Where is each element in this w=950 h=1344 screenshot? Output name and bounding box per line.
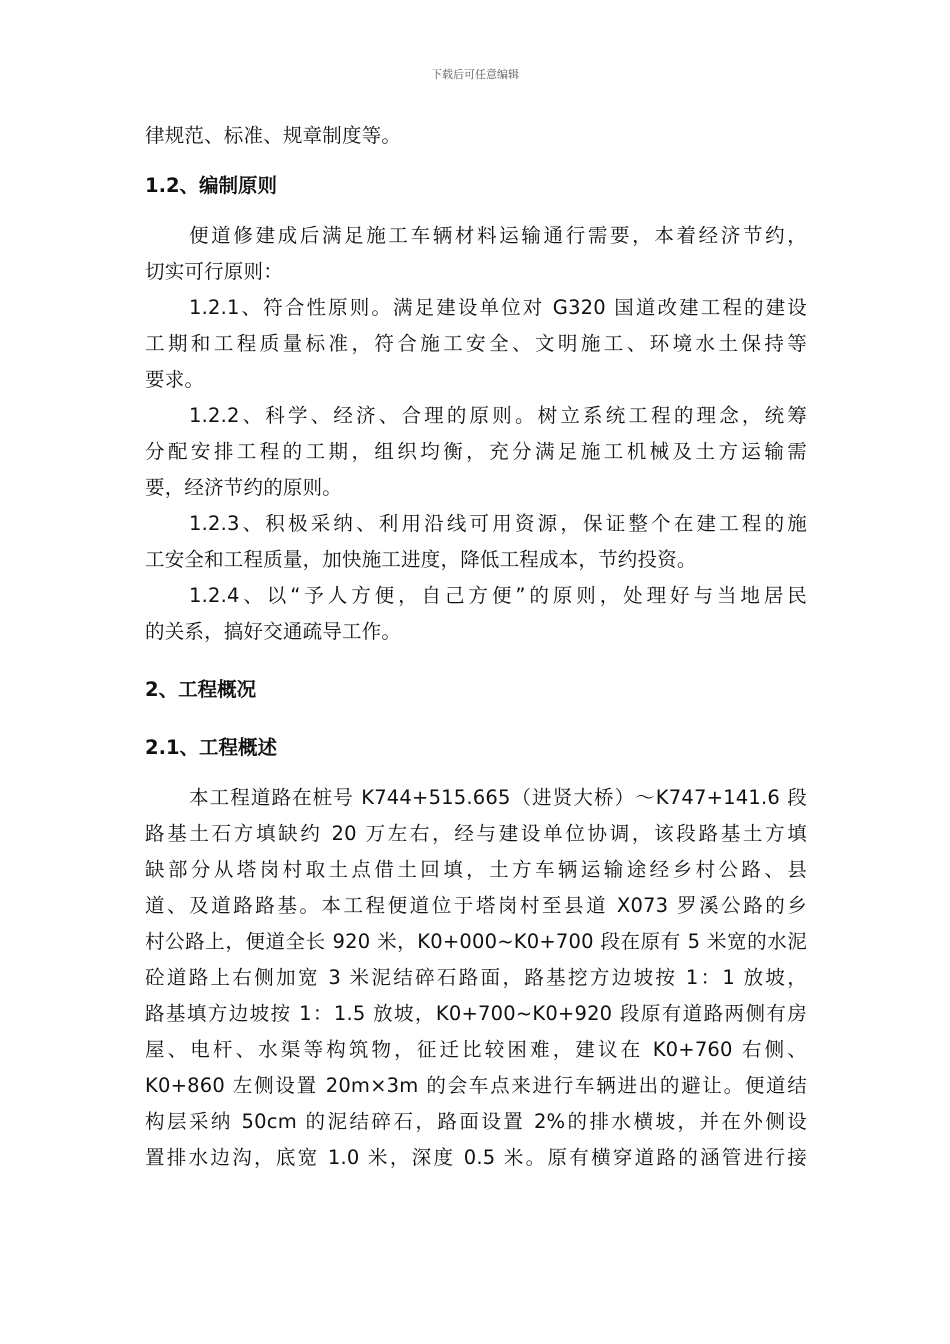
text-line: 律规范、标准、规章制度等。 <box>145 124 402 147</box>
text-line: 切实可行原则： <box>145 260 283 283</box>
text-line: 村公路上，便道全长 920 米，K0+000~K0+700 段在原有 5 米宽的水泥 <box>145 930 807 953</box>
text-line: 分配安排工程的工期，组织均衡，充分满足施工机械及土方运输需 <box>145 440 807 463</box>
text-line: 道、及道路路基。本工程便道位于塔岗村至县道 X073 罗溪公路的乡 <box>145 894 807 917</box>
text-line: 路基填方边坡按 1：1.5 放坡，K0+700~K0+920 段原有道路两侧有房 <box>145 1002 807 1025</box>
text-line: 路基土石方填缺约 20 万左右，经与建设单位协调，该段路基土方填 <box>145 822 807 845</box>
text-line: 要求。 <box>145 368 205 391</box>
document-body <box>145 118 807 1176</box>
text-line: 置排水边沟，底宽 1.0 米，深度 0.5 米。原有横穿道路的涵管进行接 <box>145 1146 807 1169</box>
text-line: 1.2.4、以“予人方便，自己方便”的原则，处理好与当地居民 <box>189 584 807 607</box>
text-line: 工期和工程质量标准，符合施工安全、文明施工、环境水土保持等 <box>145 332 807 355</box>
section-heading-2: 2、工程概况 <box>145 678 257 701</box>
text-line: 要，经济节约的原则。 <box>145 476 343 499</box>
text-line: 1.2.2、科学、经济、合理的原则。树立系统工程的理念，统筹 <box>189 404 807 427</box>
text-line: 便道修建成后满足施工车辆材料运输通行需要，本着经济节约， <box>189 224 807 247</box>
text-line: 缺部分从塔岗村取土点借土回填，土方车辆运输途经乡村公路、县 <box>145 858 807 881</box>
text-line: K0+860 左侧设置 20m×3m 的会车点来进行车辆进出的避让。便道结 <box>145 1074 807 1097</box>
text-line: 本工程道路在桩号 K744+515.665（进贤大桥）～K747+141.6 段 <box>189 786 807 809</box>
section-heading-1-2: 1.2、编制原则 <box>145 174 278 197</box>
text-line: 1.2.3、积极采纳、利用沿线可用资源，保证整个在建工程的施 <box>189 512 807 535</box>
page-header: 下载后可任意编辑 <box>431 68 519 81</box>
text-line: 构层采纳 50cm 的泥结碎石，路面设置 2%的排水横坡，并在外侧设 <box>145 1110 807 1133</box>
text-line: 工安全和工程质量，加快施工进度，降低工程成本，节约投资。 <box>145 548 697 571</box>
text-line: 屋、电杆、水渠等构筑物，征迁比较困难，建议在 K0+760 右侧、 <box>145 1038 807 1061</box>
section-heading-2-1: 2.1、工程概述 <box>145 736 278 759</box>
text-line: 的关系，搞好交通疏导工作。 <box>145 620 402 643</box>
text-line: 1.2.1、符合性原则。满足建设单位对 G320 国道改建工程的建设 <box>189 296 807 319</box>
text-line: 砼道路上右侧加宽 3 米泥结碎石路面，路基挖方边坡按 1：1 放坡， <box>145 966 807 989</box>
